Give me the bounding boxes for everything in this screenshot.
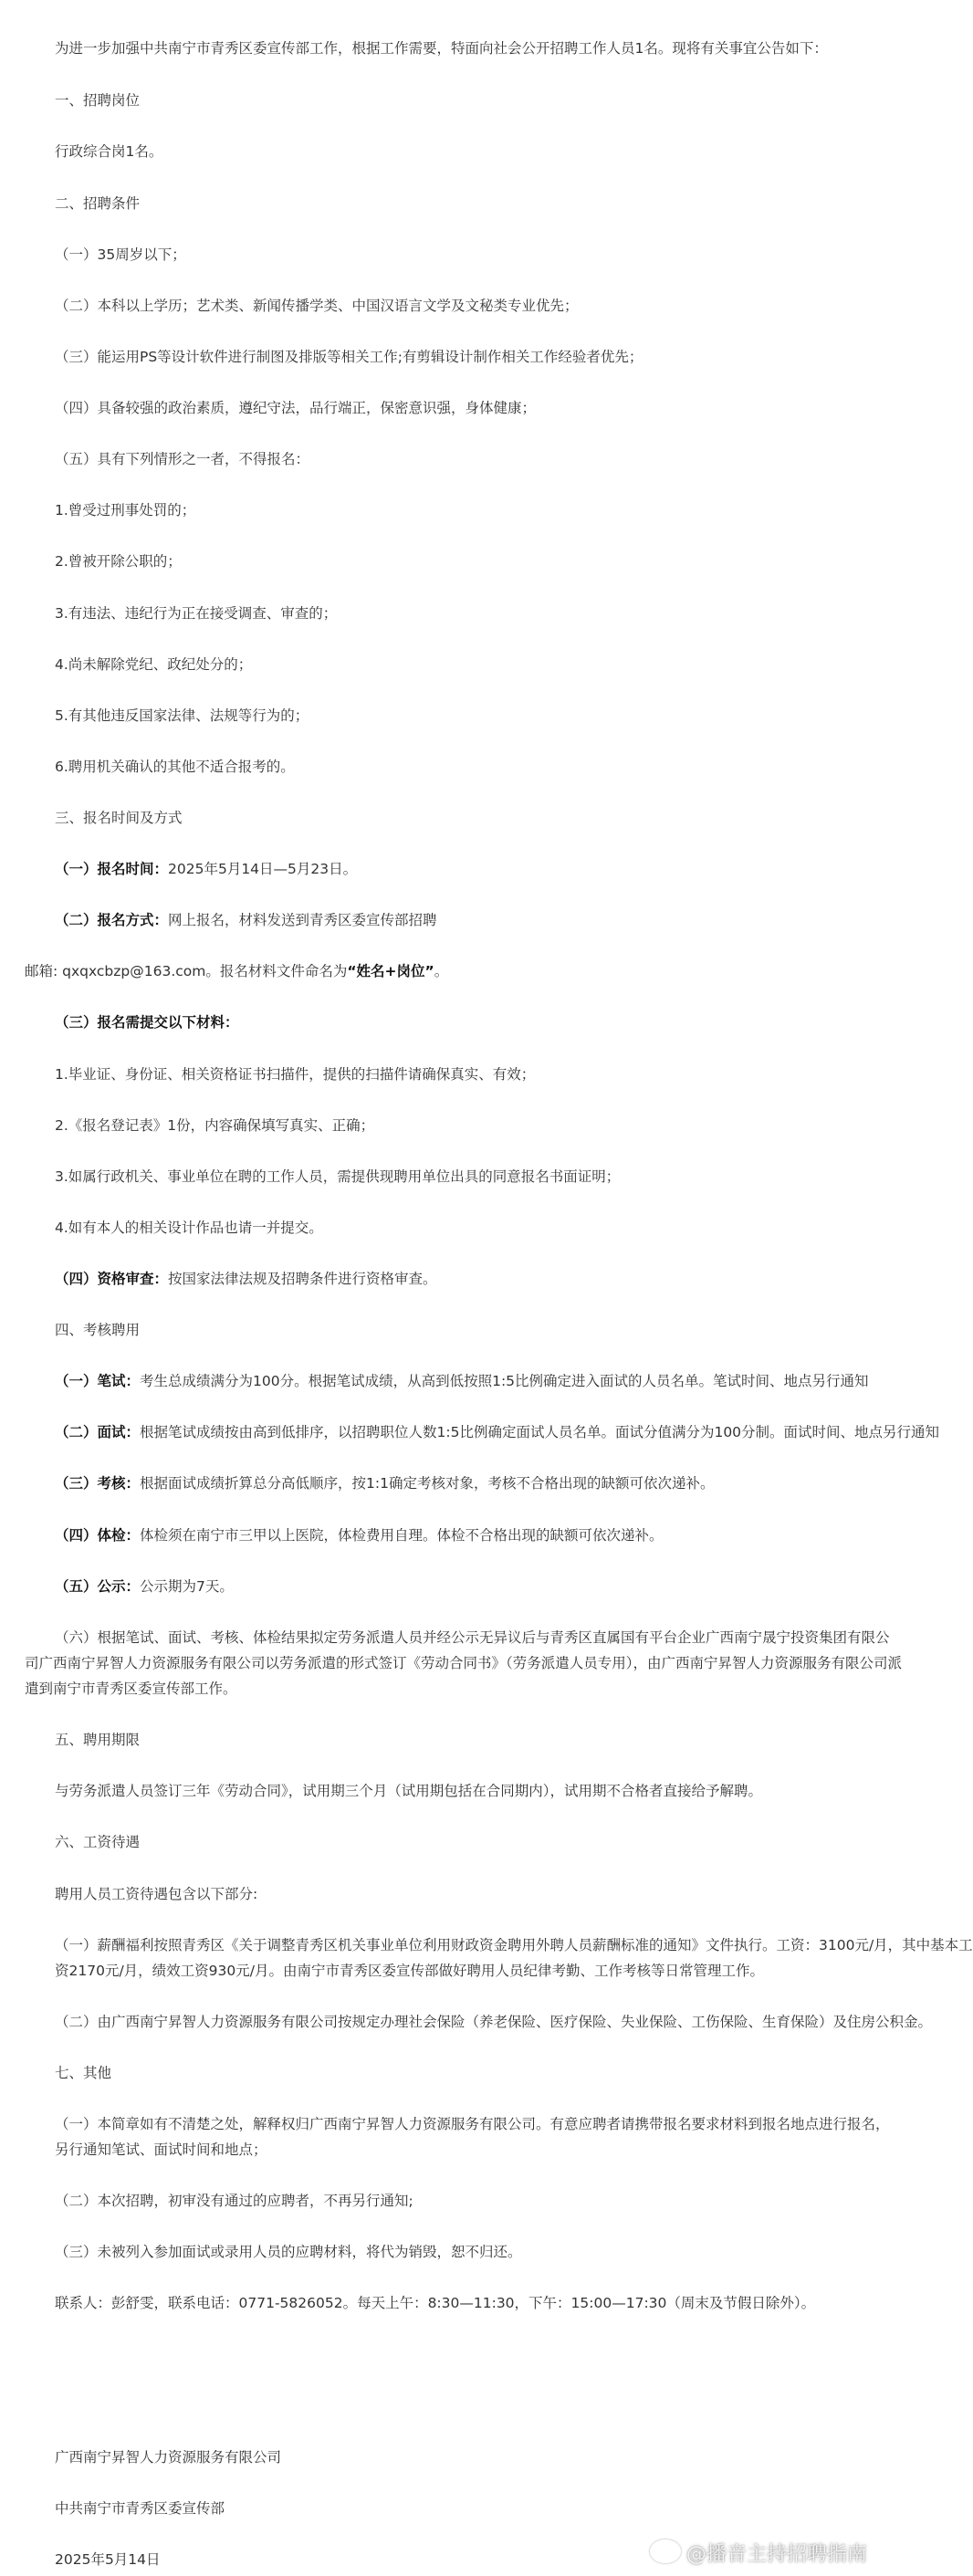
public-notice-value: 公示期为7天。 bbox=[140, 1578, 234, 1595]
physical-exam bbox=[55, 1523, 664, 1550]
registration-time-label: （一）报名时间： bbox=[55, 861, 169, 877]
public-notice bbox=[55, 1574, 234, 1601]
requirement-item: （三）能运用PS等设计软件进行制图及排版等相关工作;有剪辑设计制作相关工作经验者优先； bbox=[55, 349, 643, 365]
salary-intro: 聘用人员工资待遇包含以下部分: bbox=[55, 1886, 258, 1902]
other-item-line: （一）本简章如有不清楚之处，解释权归广西南宁昇智人力资源服务有限公司。有意应聘者请携带报名要求材料到报名地点进行报名， bbox=[55, 2116, 890, 2132]
salary-item-line: （一）薪酬福利按照青秀区《关于调整青秀区机关事业单位利用财政资金聘用外聘人员薪酬标准的通知》文件执行。工资：3100元/月，其中基本工 bbox=[55, 1937, 973, 1953]
disqualification-item: 5.有其他违反国家法律、法规等行为的； bbox=[55, 707, 309, 724]
written-exam bbox=[55, 1368, 869, 1396]
requirement-item: （五）具有下列情形之一者，不得报名： bbox=[55, 451, 310, 467]
material-item: 4.如有本人的相关设计作品也请一并提交。 bbox=[55, 1220, 323, 1236]
section-heading-registration: 三、报名时间及方式 bbox=[55, 810, 183, 826]
requirement-item: （一）35周岁以下； bbox=[55, 246, 186, 263]
requirement-item: （四）具备较强的政治素质，遵纪守法，品行端正，保密意识强，身体健康； bbox=[55, 400, 537, 416]
salary-item-line: 资2170元/月，绩效工资930元/月。由南宁市青秀区委宣传部做好聘用人员纪律考勤、工作考核等日常管理工作。 bbox=[55, 1963, 764, 1979]
evaluation-value: 根据面试成绩折算总分高低顺序，按1:1确定考核对象，考核不合格出现的缺额可依次递补。 bbox=[140, 1475, 715, 1492]
watermark bbox=[650, 2539, 867, 2567]
section-heading-requirements: 二、招聘条件 bbox=[55, 195, 141, 212]
disqualification-item: 2.曾被开除公职的； bbox=[55, 553, 182, 570]
section-heading-other: 七、其他 bbox=[55, 2065, 112, 2081]
section-heading-salary: 六、工资待遇 bbox=[55, 1834, 141, 1850]
material-item: 2.《报名登记表》1份，内容确保填写真实、正确； bbox=[55, 1117, 375, 1134]
interview bbox=[55, 1419, 939, 1447]
disqualification-item: 6.聘用机关确认的其他不适合报考的。 bbox=[55, 759, 295, 775]
positions-text: 行政综合岗1名。 bbox=[55, 143, 163, 160]
signature-date: 2025年5月14日 bbox=[55, 2551, 161, 2568]
section-heading-positions: 一、招聘岗位 bbox=[55, 92, 141, 109]
requirement-item: （二）本科以上学历；艺术类、新闻传播学类、中国汉语言文学及文秘类专业优先； bbox=[55, 298, 579, 314]
qualification-review-value: 按国家法律法规及招聘条件进行资格审查。 bbox=[168, 1271, 437, 1287]
contact-info: 联系人：彭舒雯，联系电话：0771-5826052。每天上午：8:30—11:30，下午：15:00—17:30（周末及节假日除外）。 bbox=[55, 2295, 816, 2311]
registration-method-value: 网上报名，材料发送到青秀区委宣传部招聘 bbox=[168, 912, 437, 928]
registration-time bbox=[55, 856, 357, 884]
email-text: 邮箱: qxqxcbzp@163.com。报名材料文件命名为 bbox=[25, 963, 348, 979]
email-suffix: 。 bbox=[434, 963, 449, 979]
written-exam-value: 考生总成绩满分为100分。根据笔试成绩，从高到低按照1:5比例确定进入面试的人员名单。笔试时间、地点另行通知 bbox=[140, 1373, 869, 1389]
signature-org-2: 中共南宁市青秀区委宣传部 bbox=[55, 2500, 225, 2517]
intro-paragraph: 为进一步加强中共南宁市青秀区委宣传部工作，根据工作需要，特面向社会公开招聘工作人员1名。现将有关事宜公告如下： bbox=[55, 40, 828, 57]
section-heading-term: 五、聘用期限 bbox=[55, 1732, 141, 1748]
weibo-logo-icon bbox=[650, 2539, 681, 2563]
registration-method-label: （二）报名方式： bbox=[55, 912, 169, 928]
physical-exam-label: （四）体检： bbox=[55, 1527, 141, 1544]
qualification-review-label: （四）资格审查： bbox=[55, 1271, 169, 1287]
physical-exam-value: 体检须在南宁市三甲以上医院，体检费用自理。体检不合格出现的缺额可依次递补。 bbox=[140, 1527, 664, 1544]
qualification-review bbox=[55, 1266, 437, 1293]
public-notice-label: （五）公示： bbox=[55, 1578, 141, 1595]
registration-method bbox=[55, 907, 437, 935]
evaluation-label: （三）考核： bbox=[55, 1475, 141, 1492]
other-item-line: 另行通知笔试、面试时间和地点； bbox=[55, 2141, 267, 2158]
file-naming-rule: “姓名+岗位” bbox=[347, 963, 434, 979]
material-item: 1.毕业证、身份证、相关资格证书扫描件，提供的扫描件请确保真实、有效； bbox=[55, 1066, 536, 1083]
dispatch-paragraph-line: 司广西南宁昇智人力资源服务有限公司以劳务派遣的形式签订《劳动合同书》（劳务派遣人员专用），由广西南宁昇智人力资源服务有限公司派 bbox=[25, 1655, 903, 1671]
written-exam-label: （一）笔试： bbox=[55, 1373, 141, 1389]
interview-value: 根据笔试成绩按由高到低排序，以招聘职位人数1:5比例确定面试人员名单。面试分值满分为100分制。面试时间、地点另行通知 bbox=[140, 1424, 940, 1440]
watermark-text: @播音主持招聘指南 bbox=[685, 2543, 867, 2566]
disqualification-item: 1.曾受过刑事处罚的； bbox=[55, 502, 196, 518]
other-item: （二）本次招聘，初审没有通过的应聘者，不再另行通知; bbox=[55, 2193, 413, 2209]
dispatch-paragraph-line: 遣到南宁市青秀区委宣传部工作。 bbox=[25, 1681, 237, 1697]
other-item: （三）未被列入参加面试或录用人员的应聘材料，将代为销毁，恕不归还。 bbox=[55, 2244, 522, 2260]
evaluation bbox=[55, 1471, 714, 1498]
registration-email bbox=[25, 958, 448, 986]
disqualification-item: 3.有违法、违纪行为正在接受调查、审查的； bbox=[55, 605, 338, 622]
dispatch-paragraph-line: （六）根据笔试、面试、考核、体检结果拟定劳务派遣人员并经公示无异议后与青秀区直属国有平台企业广西南宁晟宁投资集团有限公 bbox=[55, 1629, 890, 1646]
material-item: 3.如属行政机关、事业单位在聘的工作人员，需提供现聘用单位出具的同意报名书面证明； bbox=[55, 1168, 621, 1185]
interview-label: （二）面试： bbox=[55, 1424, 141, 1440]
section-heading-assessment: 四、考核聘用 bbox=[55, 1322, 141, 1338]
materials-heading: （三）报名需提交以下材料： bbox=[55, 1014, 239, 1031]
registration-time-value: 2025年5月14日—5月23日。 bbox=[168, 861, 358, 877]
signature-org-1: 广西南宁昇智人力资源服务有限公司 bbox=[55, 2449, 282, 2466]
salary-item: （二）由广西南宁昇智人力资源服务有限公司按规定办理社会保险（养老保险、医疗保险、失业保险、工伤保险、生育保险）及住房公积金。 bbox=[55, 2014, 933, 2030]
disqualification-item: 4.尚未解除党纪、政纪处分的； bbox=[55, 656, 253, 673]
term-text: 与劳务派遣人员签订三年《劳动合同》，试用期三个月（试用期包括在合同期内），试用期不合格者直接给予解聘。 bbox=[55, 1783, 763, 1799]
